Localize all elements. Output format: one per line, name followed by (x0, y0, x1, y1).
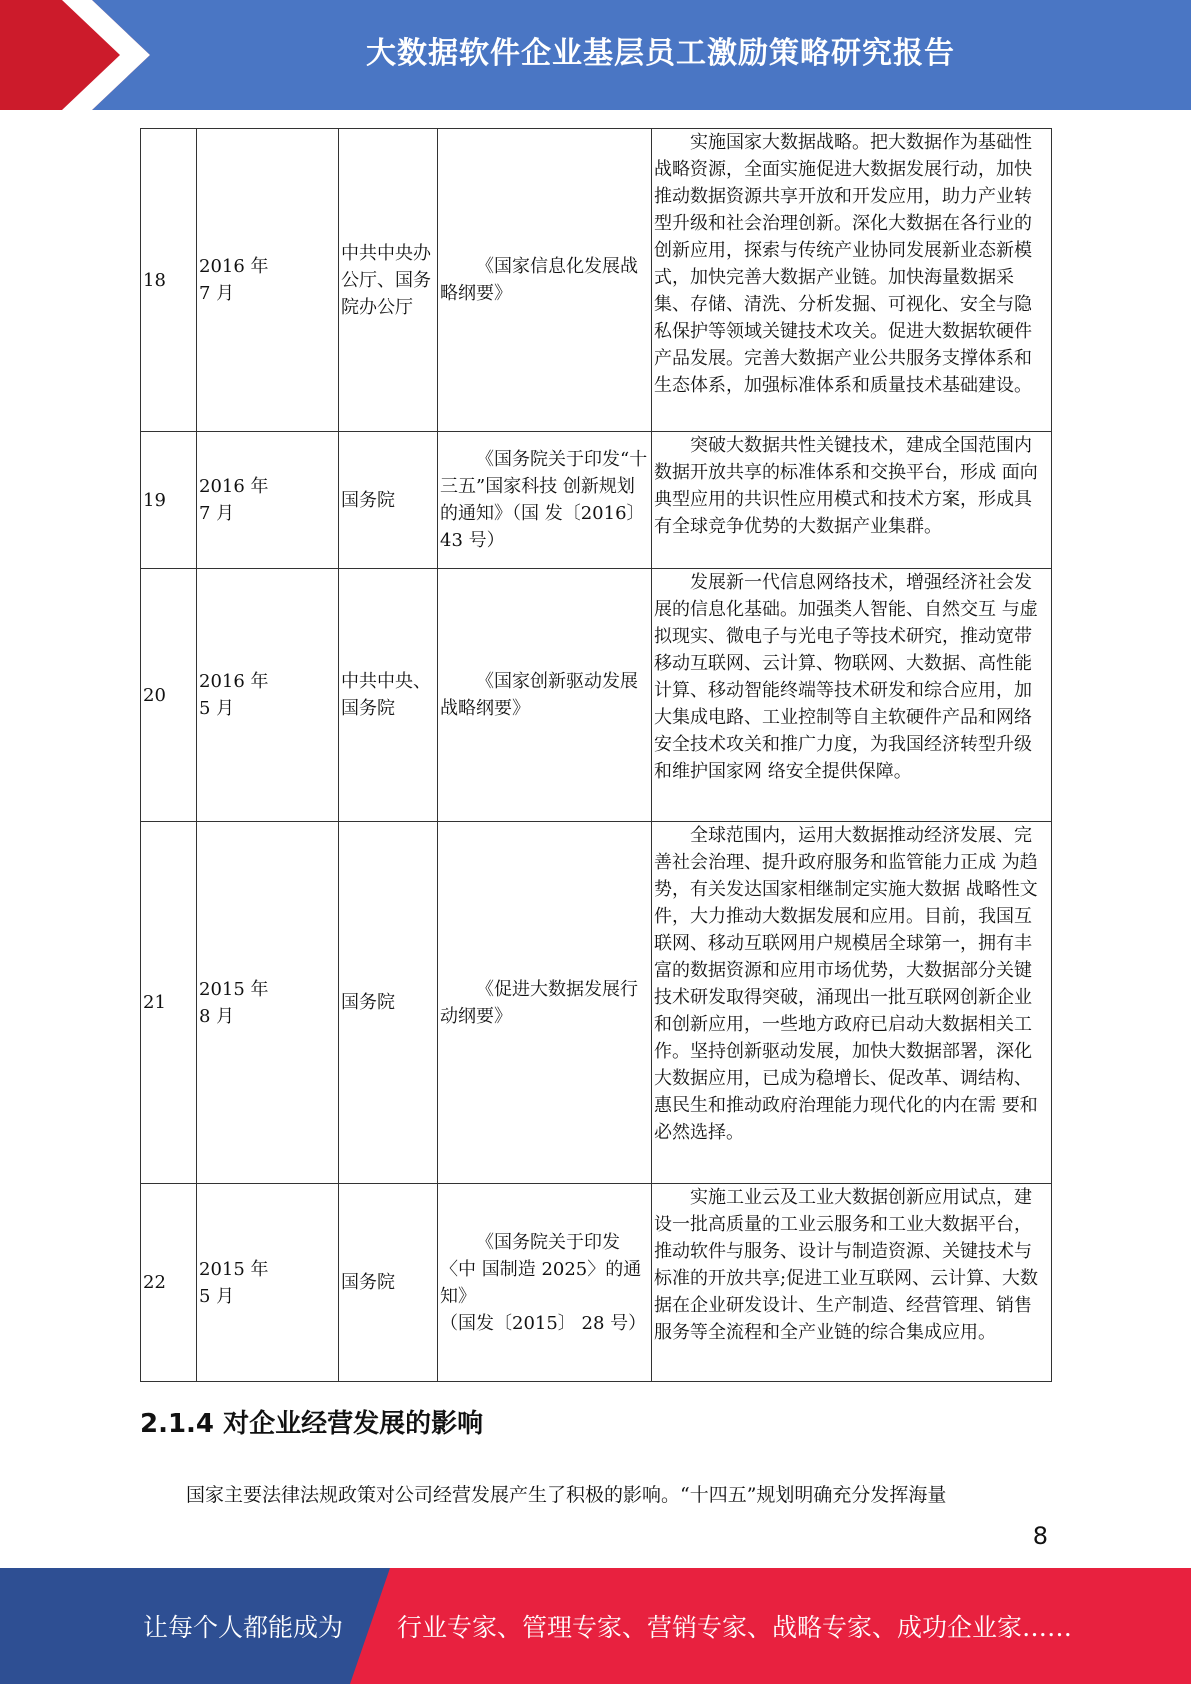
report-title: 大数据软件企业基层员工激励策略研究报告 (366, 36, 955, 71)
date-cell (197, 822, 339, 1184)
content-cell (652, 569, 1052, 822)
row-number-cell-text: 19 (143, 489, 166, 511)
date-cell (197, 569, 339, 822)
document-cell-text: 《国务院关于印发“十三五”国家科技 创新规划的通知》（国 发〔2016〕 43 号） (440, 449, 648, 551)
table-row (141, 1184, 1052, 1382)
table-row (141, 129, 1052, 432)
document-cell-text: 《国家创新驱动发展 战略纲要》 (440, 671, 638, 719)
footer-slogan-left: 让每个人都能成为 (143, 1613, 344, 1642)
date-cell (197, 129, 339, 432)
row-number-cell (141, 822, 197, 1184)
row-number-cell-text: 20 (143, 684, 166, 706)
content-cell (652, 1184, 1052, 1382)
document-cell-text: 《国务院关于印发〈中 国制造 2025〉的通知》 （国发〔2015〕 28 号） (440, 1231, 647, 1334)
issuer-cell-text: 中共中央、国务院 (341, 671, 431, 719)
document-cell (438, 822, 652, 1184)
policy-table (140, 128, 1052, 1382)
page-footer (0, 1568, 1191, 1684)
content-cell (652, 432, 1052, 569)
document-cell-text: 《促进大数据发展行 动纲要》 (440, 978, 638, 1027)
footer-slogan-right: 行业专家、管理专家、营销专家、战略专家、成功企业家…… (397, 1613, 1073, 1642)
document-cell (438, 432, 652, 569)
row-number-cell (141, 1184, 197, 1382)
content-cell-text: 发展新一代信息网络技术，增强经济社会发 展的信息化基础。加强类人智能、自然交互 与虚拟现实、微电子与光电子等技术研究，推动宽带移动互联网、云计算、物联网、大数据、高性能计算、移动智能终端等技术研发和综合应用，加大集成电路、工业控制等自主软硬件产品和网络安全技术攻关和推广力度，为我国经济转型升级和维护国家网 络安全提供保障。 (654, 572, 1038, 782)
date-cell-text: 2015 年 8 月 (199, 978, 269, 1027)
issuer-cell (339, 822, 438, 1184)
date-cell-text: 2015 年 5 月 (199, 1258, 269, 1307)
date-cell-text: 2016 年 5 月 (199, 671, 269, 719)
section-heading: 2.1.4 对企业经营发展的影响 (140, 1409, 484, 1439)
page-number: 8 (1032, 1522, 1048, 1550)
row-number-cell-text: 18 (143, 269, 166, 291)
page-header (0, 0, 1191, 110)
issuer-cell (339, 1184, 438, 1382)
row-number-cell (141, 432, 197, 569)
document-cell (438, 1184, 652, 1382)
date-cell-text: 2016 年 7 月 (199, 476, 269, 524)
issuer-cell-text: 国务院 (341, 489, 395, 511)
document-cell-text: 《国家信息化发展战 略纲要》 (440, 256, 638, 304)
issuer-cell-text: 中共中央办公厅、国务院办公厅 (341, 242, 431, 318)
row-number-cell (141, 129, 197, 432)
content-cell-text: 实施国家大数据战略。把大数据作为基础性 战略资源，全面实施促进大数据发展行动，加快推动数据资源共享开放和开发应用，助力产业转型升级和社会治理创新。深化大数据在各行业的创新应用，探索与传统产业协同发展新业态新模式，加快完善大数据产业链。加快海量数据采集、存储、清洗、分析发掘、可视化、安全与隐私保护等领域关键技术攻关。促进大数据软硬件产品发展。完善大数据产业公共服务支撑体系和生态体系，加强标准体系和质量技术基础建设。 (654, 132, 1032, 396)
content-cell-text: 全球范围内，运用大数据推动经济发展、完 善社会治理、提升政府服务和监管能力正成 为趋势，有关发达国家相继制定实施大数据 战略性文件，大力推动大数据发展和应用。目前，我国互联网、移动互联网用户规模居全球第一，拥有丰富的数据资源和应用市场优势，大数据部分关键技术研发取得突破，涌现出一批互联网创新企业和创新应用，一些地方政府已启动大数据相关工作。坚持创新驱动发展，加快大数据部署，深化大数据应用，已成为稳增长、促改革、调结构、惠民生和推动政府治理能力现代化的内在需 要和必然选择。 (654, 825, 1038, 1143)
content-cell-text: 突破大数据共性关键技术，建成全国范围内 数据开放共享的标准体系和交换平台，形成 面向典型应用的共识性应用模式和技术方案，形成具有全球竞争优势的大数据产业集群。 (654, 435, 1038, 537)
table-row (141, 432, 1052, 569)
date-cell (197, 1184, 339, 1382)
issuer-cell (339, 432, 438, 569)
table-row (141, 822, 1052, 1184)
content-cell (652, 822, 1052, 1184)
table-row (141, 569, 1052, 822)
row-number-cell-text: 21 (143, 992, 166, 1013)
body-paragraph: 国家主要法律法规政策对公司经营发展产生了积极的影响。“十四五”规划明确充分发挥海量 (186, 1484, 947, 1506)
date-cell-text: 2016 年 7 月 (199, 256, 269, 304)
row-number-cell (141, 569, 197, 822)
issuer-cell (339, 569, 438, 822)
issuer-cell-text: 国务院 (341, 1272, 395, 1293)
date-cell (197, 432, 339, 569)
issuer-cell-text: 国务院 (341, 992, 395, 1013)
document-cell (438, 569, 652, 822)
row-number-cell-text: 22 (143, 1272, 166, 1293)
content-cell (652, 129, 1052, 432)
header-arrow-decoration (0, 0, 150, 110)
document-cell (438, 129, 652, 432)
content-cell-text: 实施工业云及工业大数据创新应用试点，建 设一批高质量的工业云服务和工业大数据平台，推动软件与服务、设计与制造资源、关键技术与标准的开放共享;促进工业互联网、云计算、大数据在企业研发设计、生产制造、经营管理、销售服务等全流程和全产业链的综合集成应用。 (654, 1187, 1039, 1343)
issuer-cell (339, 129, 438, 432)
